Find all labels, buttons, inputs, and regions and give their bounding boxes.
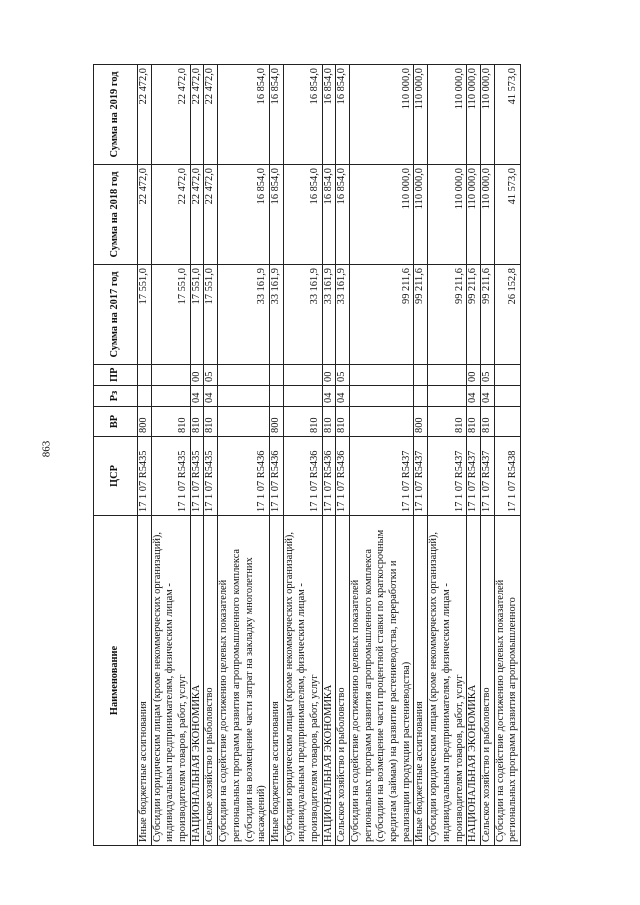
cell-sum-2017: 99 211,6 xyxy=(467,265,481,365)
cell-vr: 810 xyxy=(190,407,204,437)
cell-pr: 05 xyxy=(480,365,494,386)
cell-vr: 810 xyxy=(151,407,190,437)
cell-pr xyxy=(151,365,190,386)
cell-sum-2018: 110 000,0 xyxy=(480,165,494,265)
cell-rz xyxy=(269,386,283,407)
cell-pr xyxy=(283,365,322,386)
cell-sum-2018: 22 472,0 xyxy=(204,165,218,265)
cell-sum-2018: 110 000,0 xyxy=(428,165,467,265)
cell-rz xyxy=(414,386,428,407)
cell-sum-2019: 16 854,0 xyxy=(336,65,350,165)
cell-sum-2019: 110 000,0 xyxy=(350,65,414,165)
cell-vr: 810 xyxy=(322,407,336,437)
header-vr: ВР xyxy=(94,407,138,437)
cell-csr: 17 1 07 R5435 xyxy=(190,437,204,516)
cell-vr: 810 xyxy=(283,407,322,437)
cell-sum-2018: 16 854,0 xyxy=(218,165,270,265)
cell-sum-2018: 16 854,0 xyxy=(269,165,283,265)
header-sum-2018: Сумма на 2018 год xyxy=(94,165,138,265)
cell-pr xyxy=(269,365,283,386)
cell-sum-2019: 110 000,0 xyxy=(414,65,428,165)
cell-vr: 810 xyxy=(467,407,481,437)
cell-pr xyxy=(494,365,520,386)
cell-sum-2019: 110 000,0 xyxy=(467,65,481,165)
cell-name: Сельское хозяйство и рыболовство xyxy=(336,516,350,846)
header-sum-2019: Сумма на 2019 год xyxy=(94,65,138,165)
cell-sum-2017: 99 211,6 xyxy=(414,265,428,365)
cell-pr: 00 xyxy=(467,365,481,386)
cell-name: Иные бюджетные ассигнования xyxy=(269,516,283,846)
cell-vr xyxy=(350,407,414,437)
cell-rz: 04 xyxy=(467,386,481,407)
budget-table xyxy=(93,64,521,846)
page-number: 863 xyxy=(40,440,53,458)
cell-rz xyxy=(151,386,190,407)
cell-sum-2017: 33 161,9 xyxy=(283,265,322,365)
cell-sum-2017: 33 161,9 xyxy=(322,265,336,365)
cell-name: Иные бюджетные ассигнования xyxy=(414,516,428,846)
table-row xyxy=(414,65,428,846)
header-pr: ПР xyxy=(94,365,138,386)
header-row xyxy=(94,65,138,846)
cell-sum-2017: 99 211,6 xyxy=(428,265,467,365)
table-body xyxy=(138,65,521,846)
cell-sum-2019: 22 472,0 xyxy=(190,65,204,165)
cell-sum-2018: 22 472,0 xyxy=(151,165,190,265)
cell-rz: 04 xyxy=(322,386,336,407)
table-row xyxy=(336,65,350,846)
cell-pr: 00 xyxy=(322,365,336,386)
cell-sum-2019: 22 472,0 xyxy=(204,65,218,165)
cell-sum-2018: 41 573,0 xyxy=(494,165,520,265)
cell-csr: 17 1 07 R5435 xyxy=(138,437,152,516)
cell-pr: 05 xyxy=(204,365,218,386)
rotated-table-container xyxy=(93,66,623,846)
cell-name: Субсидии на содействие достижению целевых показателей региональных программ развития агропромышленного комплекса (субсидии на возмещение части затрат на закладку многолетних насаждений) xyxy=(218,516,270,846)
cell-sum-2017: 99 211,6 xyxy=(480,265,494,365)
cell-sum-2017: 26 152,8 xyxy=(494,265,520,365)
cell-sum-2019: 22 472,0 xyxy=(151,65,190,165)
cell-name: Сельское хозяйство и рыболовство xyxy=(204,516,218,846)
cell-sum-2019: 16 854,0 xyxy=(283,65,322,165)
cell-sum-2019: 16 854,0 xyxy=(322,65,336,165)
cell-sum-2019: 22 472,0 xyxy=(138,65,152,165)
cell-vr xyxy=(494,407,520,437)
cell-name: Иные бюджетные ассигнования xyxy=(138,516,152,846)
table-row xyxy=(138,65,152,846)
table-row xyxy=(494,65,520,846)
cell-name: НАЦИОНАЛЬНАЯ ЭКОНОМИКА xyxy=(467,516,481,846)
cell-vr: 800 xyxy=(414,407,428,437)
cell-name: Субсидии на содействие достижению целевых показателей региональных программ развития агропромышленного комплекса (субсидии на возмещение части процентной ставки по краткосрочным кредитам (займам) на развитие растениеводства, переработки и реализации продукции растениеводства) xyxy=(350,516,414,846)
cell-sum-2017: 17 551,0 xyxy=(151,265,190,365)
cell-pr: 00 xyxy=(190,365,204,386)
cell-pr xyxy=(350,365,414,386)
cell-rz xyxy=(494,386,520,407)
cell-sum-2017: 17 551,0 xyxy=(190,265,204,365)
cell-pr: 05 xyxy=(336,365,350,386)
table-row xyxy=(204,65,218,846)
cell-csr: 17 1 07 R5436 xyxy=(218,437,270,516)
table-row xyxy=(322,65,336,846)
table-row xyxy=(480,65,494,846)
cell-sum-2018: 110 000,0 xyxy=(467,165,481,265)
cell-pr xyxy=(138,365,152,386)
header-sum-2017: Сумма на 2017 год xyxy=(94,265,138,365)
cell-csr: 17 1 07 R5437 xyxy=(414,437,428,516)
cell-sum-2017: 17 551,0 xyxy=(138,265,152,365)
cell-vr xyxy=(218,407,270,437)
cell-sum-2018: 16 854,0 xyxy=(336,165,350,265)
cell-rz xyxy=(138,386,152,407)
cell-pr xyxy=(218,365,270,386)
cell-sum-2019: 41 573,0 xyxy=(494,65,520,165)
cell-name: Субсидии юридическим лицам (кроме некоммерческих организаций), индивидуальным предпринимателям, физическим лицам - производителям товаров, работ, услуг xyxy=(428,516,467,846)
cell-csr: 17 1 07 R5436 xyxy=(283,437,322,516)
cell-pr xyxy=(428,365,467,386)
cell-name: Субсидии юридическим лицам (кроме некоммерческих организаций), индивидуальным предпринимателям, физическим лицам - производителям товаров, работ, услуг xyxy=(283,516,322,846)
cell-sum-2018: 110 000,0 xyxy=(350,165,414,265)
cell-sum-2019: 110 000,0 xyxy=(428,65,467,165)
cell-sum-2018: 22 472,0 xyxy=(190,165,204,265)
cell-rz xyxy=(350,386,414,407)
cell-pr xyxy=(414,365,428,386)
table-row xyxy=(218,65,270,846)
cell-csr: 17 1 07 R5435 xyxy=(204,437,218,516)
cell-sum-2018: 16 854,0 xyxy=(283,165,322,265)
cell-vr: 810 xyxy=(428,407,467,437)
cell-rz: 04 xyxy=(480,386,494,407)
cell-vr: 810 xyxy=(480,407,494,437)
cell-csr: 17 1 07 R5438 xyxy=(494,437,520,516)
cell-sum-2017: 33 161,9 xyxy=(218,265,270,365)
cell-rz xyxy=(428,386,467,407)
table-row xyxy=(428,65,467,846)
table-row xyxy=(151,65,190,846)
cell-csr: 17 1 07 R5437 xyxy=(350,437,414,516)
cell-rz: 04 xyxy=(190,386,204,407)
cell-vr: 800 xyxy=(269,407,283,437)
cell-sum-2019: 16 854,0 xyxy=(218,65,270,165)
cell-name: Субсидии на содействие достижению целевых показателей региональных программ развития агропромышленного xyxy=(494,516,520,846)
cell-sum-2018: 22 472,0 xyxy=(138,165,152,265)
cell-csr: 17 1 07 R5436 xyxy=(336,437,350,516)
cell-csr: 17 1 07 R5437 xyxy=(467,437,481,516)
header-rz: Рз xyxy=(94,386,138,407)
cell-rz: 04 xyxy=(204,386,218,407)
cell-sum-2017: 17 551,0 xyxy=(204,265,218,365)
table-row xyxy=(350,65,414,846)
cell-rz: 04 xyxy=(336,386,350,407)
cell-csr: 17 1 07 R5436 xyxy=(269,437,283,516)
cell-vr: 810 xyxy=(336,407,350,437)
cell-rz xyxy=(218,386,270,407)
cell-sum-2017: 33 161,9 xyxy=(336,265,350,365)
cell-sum-2019: 16 854,0 xyxy=(269,65,283,165)
cell-csr: 17 1 07 R5437 xyxy=(480,437,494,516)
table-row xyxy=(283,65,322,846)
table-header xyxy=(94,65,138,846)
cell-name: НАЦИОНАЛЬНАЯ ЭКОНОМИКА xyxy=(322,516,336,846)
cell-sum-2019: 110 000,0 xyxy=(480,65,494,165)
cell-csr: 17 1 07 R5437 xyxy=(428,437,467,516)
cell-name: Субсидии юридическим лицам (кроме некоммерческих организаций), индивидуальным предпринимателям, физическим лицам - производителям товаров, работ, услуг xyxy=(151,516,190,846)
table-row xyxy=(269,65,283,846)
cell-sum-2018: 110 000,0 xyxy=(414,165,428,265)
cell-name: НАЦИОНАЛЬНАЯ ЭКОНОМИКА xyxy=(190,516,204,846)
cell-vr: 800 xyxy=(138,407,152,437)
cell-name: Сельское хозяйство и рыболовство xyxy=(480,516,494,846)
cell-vr: 810 xyxy=(204,407,218,437)
header-csr: ЦСР xyxy=(94,437,138,516)
cell-sum-2017: 99 211,6 xyxy=(350,265,414,365)
cell-sum-2018: 16 854,0 xyxy=(322,165,336,265)
table-row xyxy=(467,65,481,846)
cell-sum-2017: 33 161,9 xyxy=(269,265,283,365)
cell-csr: 17 1 07 R5436 xyxy=(322,437,336,516)
header-name: Наименование xyxy=(94,516,138,846)
cell-rz xyxy=(283,386,322,407)
cell-csr: 17 1 07 R5435 xyxy=(151,437,190,516)
table-row xyxy=(190,65,204,846)
